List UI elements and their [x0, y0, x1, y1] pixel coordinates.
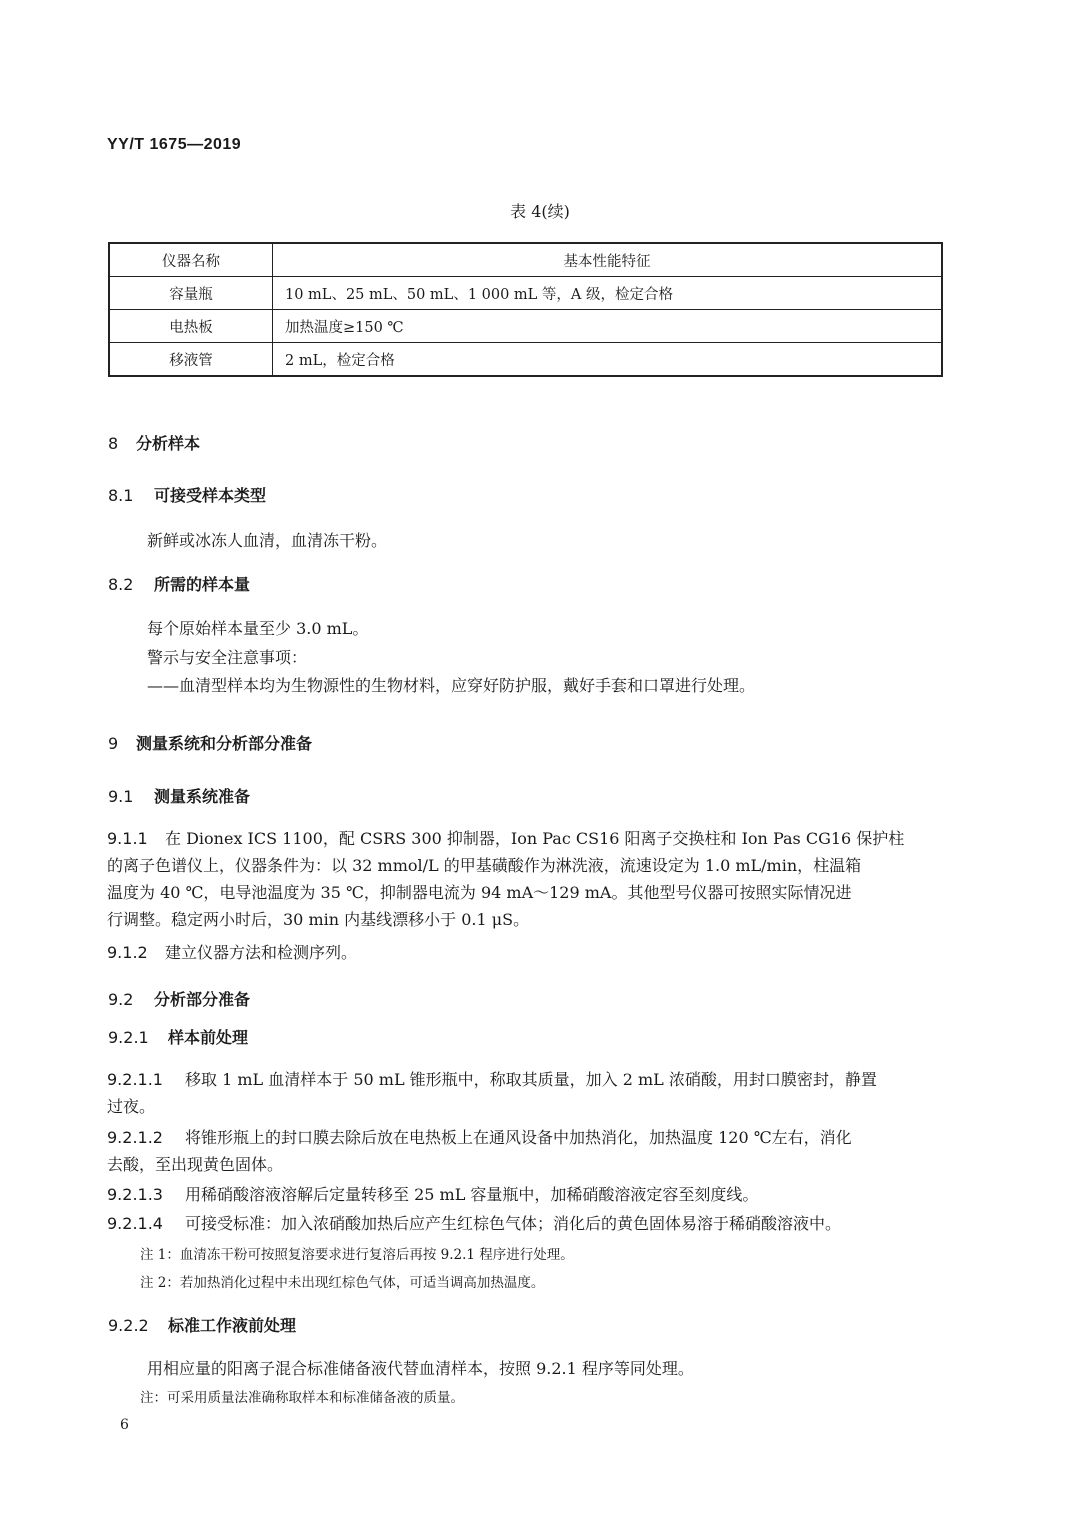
- table-row: [109, 343, 942, 377]
- paragraph-9-2-1-2: [107, 1124, 945, 1178]
- paragraph-line: 去酸，至出现黄色固体。: [107, 1155, 284, 1174]
- paragraph: 警示与安全注意事项：: [147, 648, 308, 667]
- paragraph-9-2-1-1: [107, 1066, 945, 1120]
- section-8-2-heading: [108, 572, 250, 595]
- section-9-2-heading: [108, 987, 250, 1010]
- table-caption: 表 4(续): [510, 202, 570, 221]
- paragraph-9-1-2: [107, 939, 945, 966]
- clause-number: 9.2.1.2: [107, 1128, 163, 1147]
- paragraph-line: 温度为 40 ℃，电导池温度为 35 ℃，抑制器电流为 94 mA～129 mA。其他型号仪器可按照实际情况进: [107, 883, 852, 902]
- clause-number: 9.1.2: [107, 943, 148, 962]
- paragraph: 用相应量的阳离子混合标准储备液代替血清样本，按照 9.2.1 程序等同处理。: [147, 1359, 694, 1378]
- table-cell: 2 mL，检定合格: [273, 343, 943, 377]
- paragraph: ——血清型样本均为生物源性的生物材料，应穿好防护服，戴好手套和口罩进行处理。: [147, 676, 756, 695]
- paragraph-line: [107, 1124, 945, 1151]
- standard-number: YY/T 1675—2019: [107, 136, 242, 153]
- section-title: 分析部分准备: [154, 990, 251, 1009]
- section-number: 9.1: [108, 787, 134, 806]
- section-title: 标准工作液前处理: [168, 1316, 297, 1335]
- table-cell: 电热板: [109, 310, 273, 343]
- section-number: 8: [108, 434, 119, 453]
- paragraph: 新鲜或冰冻人血清，血清冻干粉。: [147, 531, 388, 550]
- section-8-heading: [108, 431, 200, 454]
- section-number: 8.1: [108, 486, 134, 505]
- page-number: 6: [120, 1417, 129, 1433]
- paragraph-9-2-1-3: [107, 1181, 945, 1208]
- paragraph: 每个原始样本量至少 3.0 mL。: [147, 619, 369, 638]
- section-8-1-heading: [108, 483, 266, 506]
- table-cell: 10 mL、25 mL、50 mL、1 000 mL 等，A 级，检定合格: [273, 277, 943, 310]
- clause-number: 9.2.1.1: [107, 1070, 163, 1089]
- section-number: 8.2: [108, 575, 134, 594]
- paragraph-9-1-1: [107, 825, 945, 933]
- section-title: 所需的样本量: [154, 575, 251, 594]
- section-9-heading: [108, 731, 312, 754]
- note-1: 注 1：血清冻干粉可按照复溶要求进行复溶后再按 9.2.1 程序进行处理。: [140, 1247, 574, 1263]
- note-3: 注：可采用质量法准确称取样本和标准储备液的质量。: [140, 1390, 464, 1406]
- table-header-cell: 基本性能特征: [273, 243, 943, 277]
- section-number: 9.2: [108, 990, 134, 1009]
- paragraph-text: 建立仪器方法和检测序列。: [165, 943, 358, 962]
- paragraph-text: 可接受标准：加入浓硝酸加热后应产生红棕色气体；消化后的黄色固体易溶于稀硝酸溶液中。: [185, 1214, 842, 1233]
- paragraph-9-2-1-4: [107, 1210, 945, 1237]
- paragraph-line: [107, 825, 945, 852]
- clause-number: 9.2.1.3: [107, 1185, 163, 1204]
- paragraph-line-text: 移取 1 mL 血清样本于 50 mL 锥形瓶中，称取其质量，加入 2 mL 浓硝酸，用封口膜密封，静置: [185, 1070, 877, 1089]
- paragraph-line: [107, 1066, 945, 1093]
- section-title: 可接受样本类型: [154, 486, 267, 505]
- section-9-2-1-heading: [108, 1025, 248, 1048]
- paragraph-line-text: 在 Dionex ICS 1100，配 CSRS 300 抑制器，Ion Pac CS16 阳离子交换柱和 Ion Pas CG16 保护柱: [165, 829, 905, 848]
- table-row: [109, 310, 942, 343]
- section-number: 9: [108, 734, 119, 753]
- section-9-2-2-heading: [108, 1313, 296, 1336]
- paragraph-text: 用稀硝酸溶液溶解后定量转移至 25 mL 容量瓶中，加稀硝酸溶液定容至刻度线。: [185, 1185, 759, 1204]
- section-9-1-heading: [108, 784, 250, 807]
- section-title: 测量系统准备: [154, 787, 251, 806]
- section-title: 样本前处理: [168, 1028, 249, 1047]
- table-cell: 加热温度≥150 ℃: [273, 310, 943, 343]
- paragraph-line: 行调整。稳定两小时后，30 min 内基线漂移小于 0.1 μS。: [107, 910, 530, 929]
- paragraph-line: 过夜。: [107, 1097, 156, 1116]
- clause-number: 9.2.1.4: [107, 1214, 163, 1233]
- table-cell: 移液管: [109, 343, 273, 377]
- instrument-table: [108, 242, 943, 377]
- note-2: 注 2：若加热消化过程中未出现红棕色气体，可适当调高加热温度。: [140, 1275, 545, 1291]
- paragraph-line: 的离子色谱仪上，仪器条件为：以 32 mmol/L 的甲基磺酸作为淋洗液，流速设定为 1.0 mL/min，柱温箱: [107, 856, 862, 875]
- section-number: 9.2.1: [108, 1028, 149, 1047]
- table-cell: 容量瓶: [109, 277, 273, 310]
- table-header-row: [109, 243, 942, 277]
- table-row: [109, 277, 942, 310]
- section-title: 分析样本: [136, 434, 201, 453]
- paragraph-line-text: 将锥形瓶上的封口膜去除后放在电热板上在通风设备中加热消化，加热温度 120 ℃左右，消化: [185, 1128, 852, 1147]
- clause-number: 9.1.1: [107, 829, 148, 848]
- table-header-cell: 仪器名称: [109, 243, 273, 277]
- section-title: 测量系统和分析部分准备: [136, 734, 313, 753]
- section-number: 9.2.2: [108, 1316, 149, 1335]
